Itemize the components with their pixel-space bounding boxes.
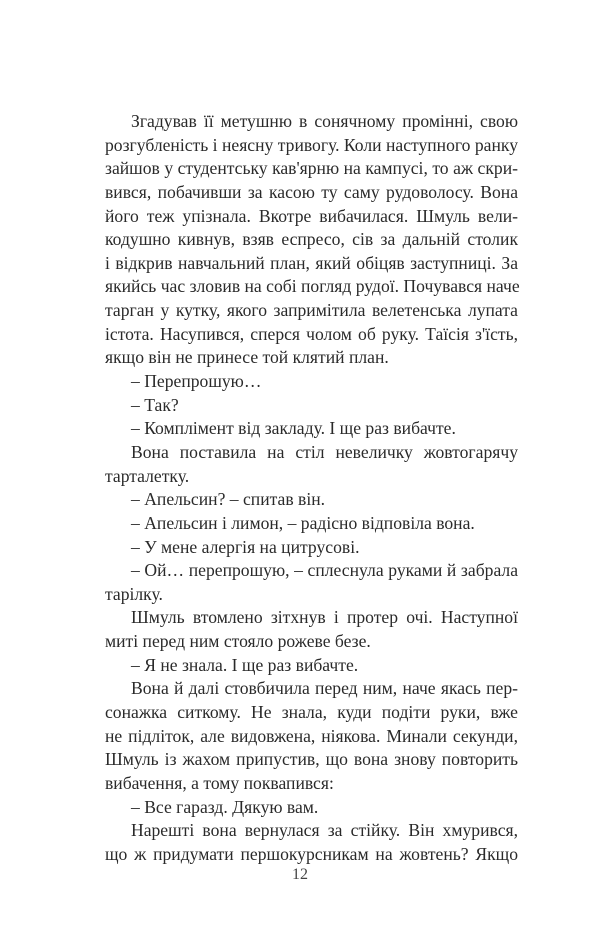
text-line: Нарешті вона вернулася за стійку. Він хмурився, (131, 820, 518, 841)
text-line: не підліток, але видовжена, ніякова. Минали секунди, (105, 725, 518, 746)
page-body-text (105, 110, 518, 867)
text-line: розгубленість і неясну тривогу. Коли наступного ранку (105, 134, 518, 155)
text-line: тарган у кутку, якого запримітила велетенська лупата (105, 300, 518, 321)
text-line: зайшов у студентську кав'ярню на кампусі, то аж скри- (105, 158, 518, 179)
text-line: вився, побачивши за касою ту саму рудоволосу. Вона (105, 181, 518, 202)
text-line: – Я не знала. І ще раз вибачте. (131, 654, 359, 675)
text-line: тарталетку. (105, 465, 190, 486)
text-line: істота. Насупився, сперся чолом об руку. Таїсія з'їсть, (105, 323, 518, 344)
text-line: якийсь час зловив на собі погляд рудої. Почувався наче (105, 276, 520, 297)
text-line: якщо він не принесе той клятий план. (105, 347, 389, 368)
text-line: сонажка ситкому. Не знала, куди подіти руки, вже (105, 702, 518, 723)
text-line: і відкрив навчальний план, який обіцяв заступниці. За (105, 252, 518, 273)
text-line: Шмуль із жахом припустив, що вона знову повторить (105, 749, 518, 770)
text-line: вибачення, а тому поквапився: (105, 772, 334, 793)
text-line: Згадував її метушню в сонячному промінні, свою (131, 111, 518, 131)
text-line: – Ой… перепрошую, – сплеснула руками й забрала (131, 560, 518, 581)
text-line: – Все гаразд. Дякую вам. (131, 796, 319, 817)
text-line: – Комплімент від закладу. І ще раз вибачте. (131, 418, 456, 439)
text-line: – Апельсин і лимон, – радісно відповіла вона. (131, 512, 475, 533)
text-line: кодушно кивнув, взяв еспресо, сів за дальній столик (105, 229, 518, 250)
text-line: – Апельсин? – спитав він. (131, 489, 326, 510)
text-line: – Перепрошую… (131, 371, 262, 392)
text-line: Шмуль втомлено зітхнув і протер очі. Наступної (131, 607, 518, 628)
text-line: що ж придумати першокурсникам на жовтень? Якщо (105, 843, 518, 864)
text-line: його теж упізнала. Вкотре вибачилася. Шмуль вели- (105, 205, 518, 226)
text-line: – Так? (131, 394, 179, 415)
text-line: Вона поставила на стіл невеличку жовтогарячу (131, 441, 518, 462)
text-line: Вона й далі стовбичила перед ним, наче якась пер- (131, 678, 518, 699)
text-line: миті перед ним стояло рожеве безе. (105, 631, 371, 652)
text-line: – У мене алергія на цитрусові. (131, 536, 360, 557)
text-line: тарілку. (105, 583, 163, 604)
page-number: 12 (292, 866, 308, 883)
